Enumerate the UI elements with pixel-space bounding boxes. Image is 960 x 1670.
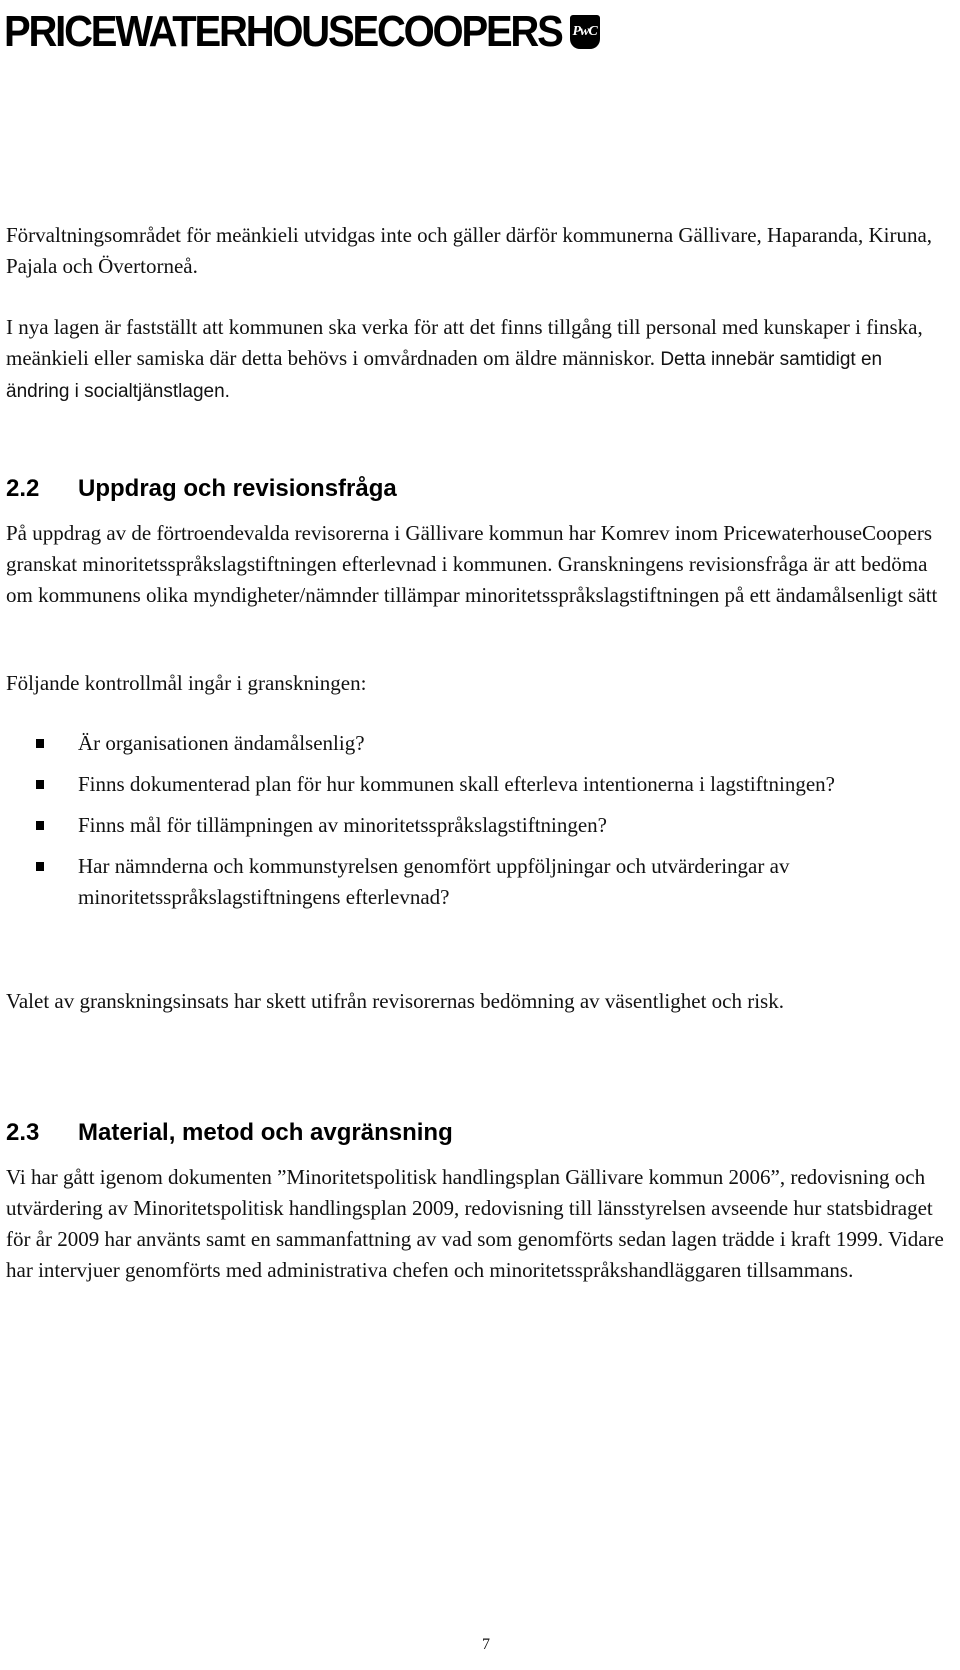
intro-paragraph-2: [6, 312, 946, 407]
logo-seal-icon: [570, 15, 600, 49]
logo-wordmark: PRICEWATERHOUSECOOPERS: [4, 8, 562, 56]
section-heading-2-3: [6, 1118, 946, 1148]
section-number: 2.3: [6, 1119, 40, 1146]
section-title: Uppdrag och revisionsfråga: [78, 475, 397, 502]
list-item: [6, 728, 946, 759]
section-title: Material, metod och avgränsning: [78, 1119, 453, 1146]
page-number: 7: [482, 1636, 490, 1653]
intro-paragraph-1: Förvaltningsområdet för meänkieli utvidgas inte och gäller därför kommunerna Gällivare, Haparanda, Kiruna, Pajala och Övertorneå.: [6, 223, 933, 278]
bullet-icon: [36, 780, 44, 789]
section-heading-2-2: [6, 474, 946, 504]
section-number: 2.2: [6, 475, 40, 502]
list-item-text: Är organisationen ändamålsenlig?: [78, 731, 365, 755]
company-logo: [4, 4, 600, 60]
bullet-icon: [36, 821, 44, 830]
section-2-2-paragraph-3: Valet av granskningsinsats har skett utifrån revisorernas bedömning av väsentlighet och risk.: [6, 989, 784, 1013]
bullet-icon: [36, 862, 44, 871]
section-2-2-paragraph-2: Följande kontrollmål ingår i granskningen:: [6, 671, 367, 695]
list-item-text: Har nämnderna och kommunstyrelsen genomfört uppföljningar och utvärderingar av minoritetsspråkslagstiftningens efterlevnad?: [78, 854, 790, 909]
intro-paragraph-2-serif: I nya lagen är fastställt att kommunen ska verka för att det finns tillgång till personal med kunskaper i finska, meänkieli eller samiska där detta behövs i omvårdnaden om äldre människor.: [6, 315, 923, 370]
control-objectives-list: [6, 728, 946, 913]
section-2-3-paragraph-1: Vi har gått igenom dokumenten ”Minoritetspolitisk handlingsplan Gällivare kommun 2006”, redovisning och utvärdering av Minoritetspolitisk handlingsplan 2009, redovisning till länsstyrelsen avseende hur statsbidraget för år 2009 har använts samt en sammanfattning av vad som genomförts sedan lagen trädde i kraft 1999. Vidare har intervjuer genomförts med administrativa chefen och minoritetsspråkshandläggaren tillsammans.: [6, 1165, 944, 1282]
list-item: [6, 851, 946, 913]
list-item-text: Finns mål för tillämpningen av minoritetsspråkslagstiftningen?: [78, 813, 607, 837]
list-item: [6, 810, 946, 841]
logo-seal-text: PwC: [572, 24, 597, 39]
section-2-2-paragraph-1: På uppdrag av de förtroendevalda revisorerna i Gällivare kommun har Komrev inom PricewaterhouseCoopers granskat minoritetsspråkslagstiftningen efterlevnad i kommunen. Granskningens revisionsfråga är att bedöma om kommunens olika myndigheter/nämnder tillämpar minoritetsspråkslagstiftningen på ett ändamålsenligt sätt: [6, 521, 938, 607]
bullet-icon: [36, 739, 44, 748]
intro-paragraph-2-sans: Detta innebär samtidigt en ändring i socialtjänstlagen.: [6, 349, 883, 402]
list-item-text: Finns dokumenterad plan för hur kommunen skall efterleva intentionerna i lagstiftningen?: [78, 772, 835, 796]
list-item: [6, 769, 946, 800]
